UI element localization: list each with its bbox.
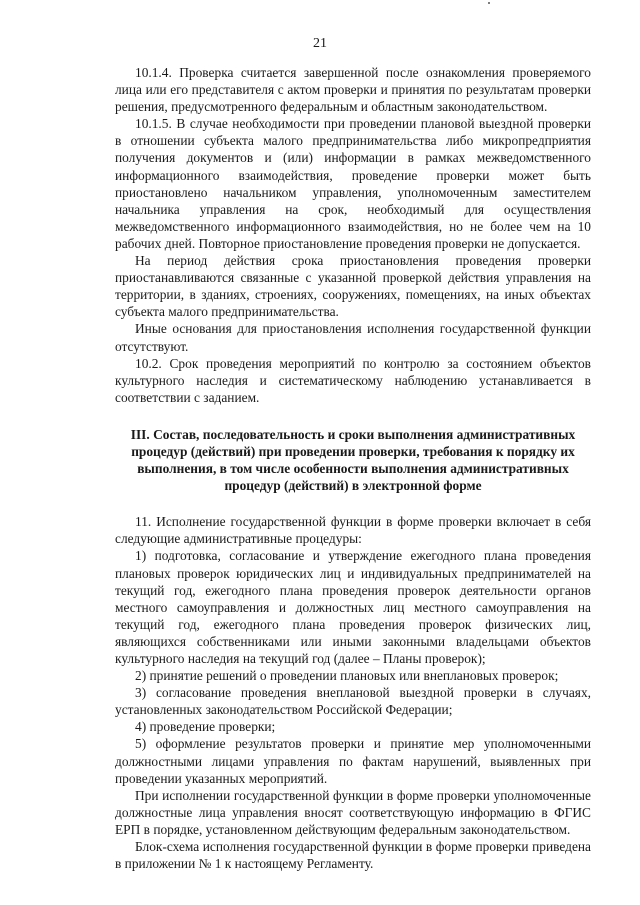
paragraph-11-intro: 11. Исполнение государственной функции в форме проверки включает в себя следующие административные процедуры: [115, 514, 591, 547]
procedure-item-2: 2) принятие решений о проведении плановых или внеплановых проверок; [135, 668, 559, 684]
section-heading-line: III. Состав, последовательность и сроки выполнения административных [130, 426, 576, 442]
procedure-item-1: 1) подготовка, согласование и утверждение ежегодного плана проведения плановых проверок юридических лиц и индивидуальных предпринимателей на текущий год, ежегодного плана проведения проверок деятельности органов местного самоуправления и должностных лиц местного самоуправления на текущий год, ежегодного плана проведения проверок физических лиц, являющихся собственниками или иными законными владельцами объектов культурного наследия на текущий год (далее – Планы проверок); [115, 548, 591, 666]
section-heading-line: процедур (действий) при проведении проверки, требования к порядку их [131, 443, 575, 459]
paragraph-10-1-4: 10.1.4. Проверка считается завершенной после ознакомления проверяемого лица или его представителя с актом проверки и принятия по результатам проверки решения, предусмотренного федеральным и областным законодательством. [115, 65, 591, 115]
paragraph-block-scheme: Блок-схема исполнения государственной функции в форме проверки приведена в приложении № 1 к настоящему Регламенту. [115, 839, 591, 872]
procedure-item-5: 5) оформление результатов проверки и принятие мер уполномоченными должностными лицами управления по фактам нарушений, выявленных при проведении указанных мероприятий. [115, 736, 591, 786]
document-body [115, 64, 591, 872]
procedure-item-3: 3) согласование проведения внеплановой выездной проверки в случаях, установленных законодательством Российской Федерации; [115, 685, 591, 718]
section-heading-line: процедур (действий) в электронной форме [224, 478, 482, 494]
section-heading [115, 426, 591, 494]
paragraph-fgis-erp: При исполнении государственной функции в форме проверки уполномоченные должностные лица управления вносят соответствующую информацию в ФГИС ЕРП в порядке, установленном действующим федеральным законодательством. [115, 787, 591, 837]
procedure-item-4: 4) проведение проверки; [135, 719, 276, 735]
paragraph-10-1-5: 10.1.5. В случае необходимости при проведении плановой выездной проверки в отношении субъекта малого предпринимательства либо микропредприятия получения документов и (или) информации в рамках межведомственного информационного взаимодействия, проведение проверки может быть приостановлено начальником управления, уполномоченным заместителем начальника управления на срок, необходимый для осуществления межведомственного информационного взаимодействия, но не более чем на 10 рабочих дней. Повторное приостановление проведения проверки не допускается. [115, 116, 591, 251]
page-number: 21 [313, 36, 327, 51]
paragraph-10-2: 10.2. Срок проведения мероприятий по контролю за состоянием объектов культурного наследия и систематическому наблюдению устанавливается в соответствии с заданием. [115, 355, 591, 405]
paragraph-other-grounds: Иные основания для приостановления исполнения государственной функции отсутствуют. [115, 321, 591, 354]
section-heading-line: выполнения, в том числе особенности выполнения административных [137, 461, 569, 477]
scan-speck [488, 2, 490, 4]
paragraph-suspension-period: На период действия срока приостановления проведения проверки приостанавливаются связанные с указанной проверкой действия управления на территории, в зданиях, строениях, сооружениях, помещениях, на иных объектах субъекта малого предпринимательства. [115, 253, 591, 320]
